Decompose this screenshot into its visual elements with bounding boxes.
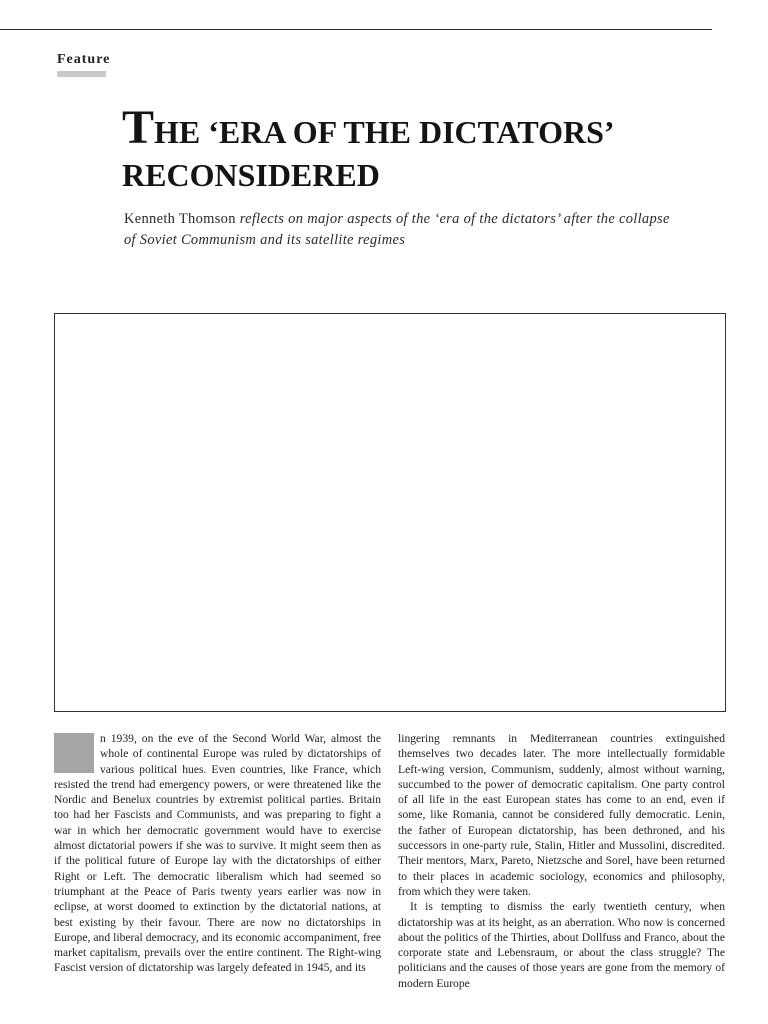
body-paragraph: lingering remnants in Mediterranean countries extinguished themselves two decades later. The more intellectually formidable Left-wing version, Communism, suddenly, almost without warning, succumbed to the power of democratic capitalism. One party control of all life in the east European states has come to an end, even if some, like Romania, cannot be considered fully democratic. Lenin, the father of European dictatorship, has been dethroned, and his successors in one-party rule, Stalin, Hitler and Mussolini, discredited. Their mentors, Marx, Pareto, Nietzsche and Sorel, have been returned to their places in academic sociology, economics and philosophy, from which they were taken. (398, 732, 725, 898)
article-title (122, 101, 722, 197)
standfirst-description: reflects on major aspects of the ‘era of the dictators’ after the collapse of Soviet Communism and its satellite regimes (124, 211, 670, 248)
author-name: Kenneth Thomson (124, 211, 236, 227)
title-line-1 (122, 101, 722, 154)
body-paragraph: n 1939, on the eve of the Second World War, almost the whole of continental Europe was ruled by dictatorships of various political hues. Even countries, like France, which resisted the trend had emergency powers, or were threatened like the Nordic and Benelux countries by extremist political parties. Britain too had her Fascists and Communists, and was preparing to fight a war in which her democratic government would have to exercise almost dictatorial powers if she was to survive. It might seem then as if the political future of Europe lay with the dictatorships of either Right or Left. The democratic liberalism which had seemed so triumphant at the Peace of Paris twenty years earlier was now in eclipse, at worst doomed to extinction by the dictatorial nations, at best existing by their favour. There are now no dictatorships in Europe, and liberal democracy, and its economic accompaniment, free market capitalism, prevails over the entire continent. The Right-wing Fascist version of dictatorship was largely defeated in 1945, and its (54, 732, 381, 975)
drop-cap-block (54, 733, 94, 773)
section-label-underline (57, 71, 106, 77)
title-line-2: RECONSIDERED (122, 157, 380, 193)
section-label: Feature (57, 52, 111, 67)
title-line-1-text: HE ‘ERA OF THE DICTATORS’ (154, 114, 615, 150)
standfirst (124, 209, 684, 251)
body-column-right (398, 731, 725, 1006)
body-paragraph: It is tempting to dismiss the early twentieth century, when dictatorship was at its height, as an aberration. Who now is concerned about the politics of the Thirties, about Dollfuss and Franco, about the corporate state and Lebensraum, or about the class struggle? The politicians and the causes of those years are gone from the memory of modern Europe (398, 900, 725, 990)
top-rule (0, 29, 712, 30)
title-initial: T (122, 101, 155, 154)
body-column-left (54, 731, 381, 1006)
image-placeholder-frame (54, 313, 726, 712)
